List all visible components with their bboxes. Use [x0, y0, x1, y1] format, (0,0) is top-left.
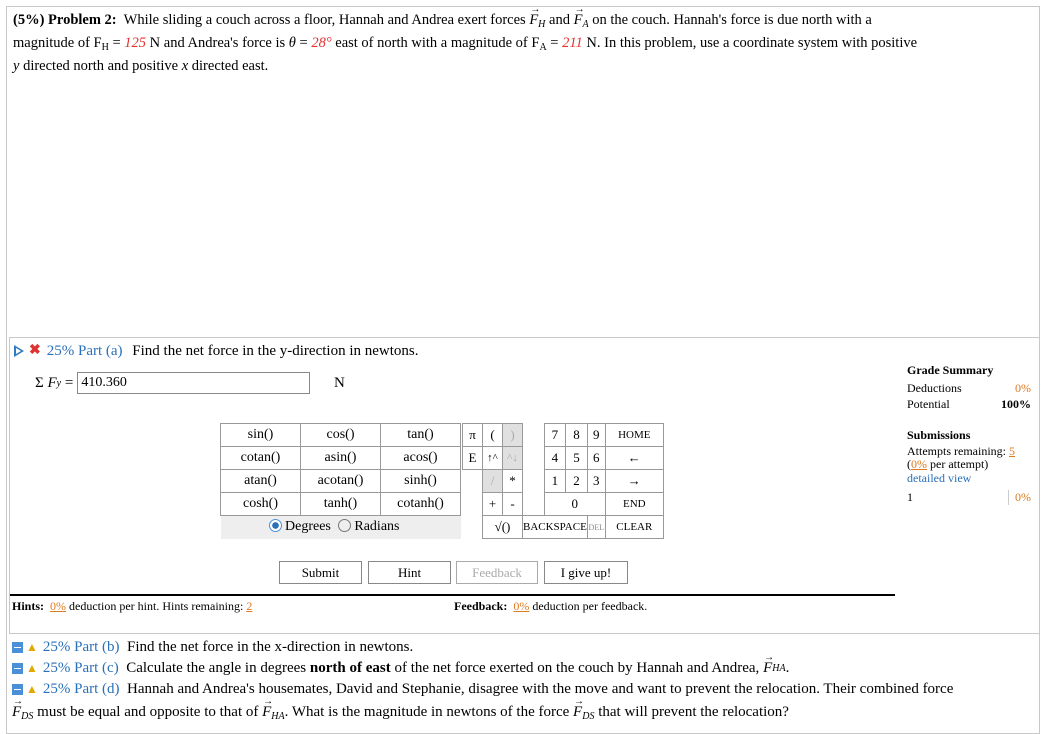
attempts-label: Attempts remaining: — [907, 444, 1006, 458]
degrees-label: Degrees — [285, 519, 331, 535]
part-d-text: . What is the magnitude in newtons of the force — [284, 704, 570, 720]
feedback-info — [454, 599, 647, 614]
key-acos[interactable]: acos() — [381, 447, 461, 470]
key-sin[interactable]: sin() — [221, 424, 301, 447]
warning-icon: ▲ — [26, 682, 38, 696]
hints-pct[interactable]: 0% — [50, 599, 67, 613]
sub-H: H — [538, 19, 546, 30]
wrong-icon: ✖ — [29, 343, 41, 358]
grade-title: Grade Summary — [907, 363, 994, 377]
key-cosh[interactable]: cosh() — [221, 493, 301, 516]
key-cotanh[interactable]: cotanh() — [381, 493, 461, 516]
attempts-value: 5 — [1008, 444, 1015, 458]
theta: θ — [288, 35, 296, 51]
part-b-text: Find the net force in the x-direction in newtons. — [127, 639, 414, 655]
key-5[interactable]: 5 — [566, 447, 588, 470]
and-text: and — [549, 12, 570, 28]
warning-icon: ▲ — [26, 640, 38, 654]
radians-radio[interactable] — [338, 519, 351, 532]
answer-row — [35, 372, 310, 394]
key-6[interactable]: 6 — [587, 447, 605, 470]
hint-feedback-bar — [10, 594, 895, 633]
key-tanh[interactable]: tanh() — [301, 493, 381, 516]
feedback-text: deduction per feedback. — [532, 599, 648, 613]
part-c-text: of the net force exerted on the couch by Hannah and Andrea, — [394, 660, 760, 676]
key-left[interactable]: ← — [605, 447, 663, 470]
part-c-bold: north of east — [309, 660, 391, 676]
key-lparen[interactable]: ( — [483, 424, 503, 447]
grade-summary: Grade Summary Deductions 0% Potential 100% Submissions Attempts remaining: 5 (0% per attempt) detailed view 1 0% — [907, 363, 1031, 504]
andrea-force-value: 211 — [562, 35, 583, 51]
key-1[interactable]: 1 — [544, 470, 566, 493]
key-E[interactable]: E — [463, 447, 483, 470]
vector-F: → F — [763, 658, 772, 679]
sub-A: A — [539, 42, 547, 53]
key-minus[interactable]: - — [503, 493, 523, 516]
vector-F: → F — [262, 702, 271, 723]
key-slash[interactable]: / — [483, 470, 503, 493]
key-8[interactable]: 8 — [566, 424, 588, 447]
function-keypad — [220, 423, 461, 539]
key-2[interactable]: 2 — [566, 470, 588, 493]
feedback-label: Feedback: — [454, 599, 508, 613]
key-star[interactable]: * — [503, 470, 523, 493]
key-4[interactable]: 4 — [544, 447, 566, 470]
collapse-icon[interactable] — [12, 663, 23, 674]
other-parts — [12, 637, 1040, 727]
key-cotan[interactable]: cotan() — [221, 447, 301, 470]
part-c[interactable]: ▲ 25% Part (c) Calculate the angle in degrees north of east of the net force exerted on the couch by Hannah and Andrea, → F HA . — [12, 658, 1040, 679]
problem-weight: (5%) — [13, 12, 45, 28]
radians-label: Radians — [354, 519, 400, 535]
part-a-text: Find the net force in the y-direction in newtons. — [132, 343, 419, 359]
key-0[interactable]: 0 — [544, 493, 605, 516]
per-attempt-pct: 0% — [911, 457, 927, 471]
part-d-label: 25% Part (d) — [42, 681, 120, 697]
key-3[interactable]: 3 — [587, 470, 605, 493]
part-b[interactable] — [12, 637, 1040, 658]
problem-text: east of north with a magnitude of F — [335, 35, 540, 51]
key-del[interactable]: DEL — [587, 516, 605, 539]
angle-value: 28° — [311, 35, 332, 51]
hints-text: deduction per hint. Hints remaining: — [69, 599, 244, 613]
feedback-pct[interactable]: 0% — [513, 599, 530, 613]
key-rparen[interactable]: ) — [503, 424, 523, 447]
detailed-view-link[interactable]: detailed view — [907, 471, 972, 485]
submission-pct: 0% — [1008, 490, 1031, 505]
key-end[interactable]: END — [605, 493, 663, 516]
key-cos[interactable]: cos() — [301, 424, 381, 447]
problem-statement: (5%) Problem 2: While sliding a couch across a floor, Hannah and Andrea exert forces → $F_H$ and → $F_A$ on the couch. Hannah's force is due north with a magnitude of $F_H = 125$ N and Andrea's force is θ = 28° east of north with a magnitude of $F_A = 211$ N. In this problem, use a coordinate system with positive y directed north and positive x directed east. — [13, 11, 1033, 76]
part-a-header — [14, 341, 418, 361]
part-c-text: Calculate the angle in degrees — [126, 660, 307, 676]
sub-DS: DS — [582, 711, 595, 722]
collapse-icon[interactable] — [12, 642, 23, 653]
problem-text: directed east. — [191, 58, 269, 74]
vector-F: → F — [573, 702, 582, 723]
problem-label: Problem 2: — [48, 12, 117, 28]
part-d[interactable] — [12, 679, 1040, 700]
give-up-button[interactable]: I give up! — [544, 561, 628, 584]
part-d-continued — [12, 702, 1040, 727]
key-9[interactable]: 9 — [587, 424, 605, 447]
key-sinh[interactable]: sinh() — [381, 470, 461, 493]
sub-HA: HA — [772, 663, 786, 674]
hint-button[interactable]: Hint — [368, 561, 451, 584]
key-acotan[interactable]: acotan() — [301, 470, 381, 493]
per-attempt-text: per attempt) — [930, 457, 989, 471]
key-asin[interactable]: asin() — [301, 447, 381, 470]
feedback-button[interactable]: Feedback — [456, 561, 538, 584]
potential-label: Potential — [907, 397, 950, 411]
answer-input[interactable]: 410.360 — [77, 372, 310, 394]
deductions-value: 0% — [1015, 381, 1031, 395]
problem-text: N and Andrea's force is — [149, 35, 286, 51]
equals: = — [64, 374, 74, 391]
key-clear[interactable]: CLEAR — [605, 516, 663, 539]
key-pi[interactable]: π — [463, 424, 483, 447]
vector-F: → F — [12, 702, 21, 723]
part-d-text: Hannah and Andrea's housemates, David and Stephanie, disagree with the move and want to prevent the relocation. Their combined force — [127, 681, 954, 697]
x-var: x — [181, 58, 189, 74]
submit-button[interactable]: Submit — [279, 561, 362, 584]
y-var: y — [13, 58, 20, 74]
key-backspace[interactable]: BACKSPACE — [523, 516, 588, 539]
hints-label: Hints: — [12, 599, 45, 613]
part-d-text: that will prevent the relocation? — [598, 704, 789, 720]
key-up2[interactable]: ^↓ — [503, 447, 523, 470]
hints-info — [12, 599, 252, 614]
submission-num: 1 — [907, 490, 913, 504]
problem-text: magnitude of F — [13, 35, 102, 51]
eq: = — [108, 35, 125, 51]
key-sqrt[interactable]: √() — [483, 516, 523, 539]
key-tan[interactable]: tan() — [381, 424, 461, 447]
problem-text: directed north and positive — [23, 58, 179, 74]
key-home[interactable]: HOME — [605, 424, 663, 447]
deductions-label: Deductions — [907, 381, 962, 395]
key-plus[interactable]: + — [483, 493, 503, 516]
sub-A: A — [582, 19, 589, 30]
sigma-symbol: Σ — [35, 374, 44, 391]
part-a-label: 25% Part (a) — [46, 343, 123, 359]
key-right[interactable]: → — [605, 470, 663, 493]
unit-label: N — [334, 375, 345, 391]
submissions-title: Submissions — [907, 428, 971, 442]
sub-HA: HA — [271, 711, 285, 722]
key-7[interactable]: 7 — [544, 424, 566, 447]
number-keypad — [462, 423, 664, 539]
hannah-force-value: 125 — [124, 35, 147, 51]
key-atan[interactable]: atan() — [221, 470, 301, 493]
part-d-text: must be equal and opposite to that of — [37, 704, 259, 720]
problem-text: N. In this problem, use a coordinate system with positive — [586, 35, 918, 51]
degrees-radio[interactable] — [269, 519, 282, 532]
problem-text: on the couch. Hannah's force is due north with a — [592, 12, 872, 28]
hints-remaining: 2 — [246, 599, 253, 613]
part-c-label: 25% Part (c) — [42, 660, 119, 676]
y-sub: y — [56, 377, 62, 389]
vector-FH: → F — [529, 11, 538, 30]
key-up[interactable]: ↑^ — [483, 447, 503, 470]
problem-text: While sliding a couch across a floor, Hannah and Andrea exert forces — [123, 12, 526, 28]
warning-icon: ▲ — [26, 661, 38, 675]
play-icon[interactable] — [14, 345, 24, 357]
vector-FA: → F — [574, 11, 583, 30]
sub-H: H — [101, 42, 109, 53]
potential-value: 100% — [1001, 397, 1031, 411]
sub-DS: DS — [21, 711, 34, 722]
part-b-label: 25% Part (b) — [42, 639, 120, 655]
F-symbol: F — [47, 374, 57, 391]
